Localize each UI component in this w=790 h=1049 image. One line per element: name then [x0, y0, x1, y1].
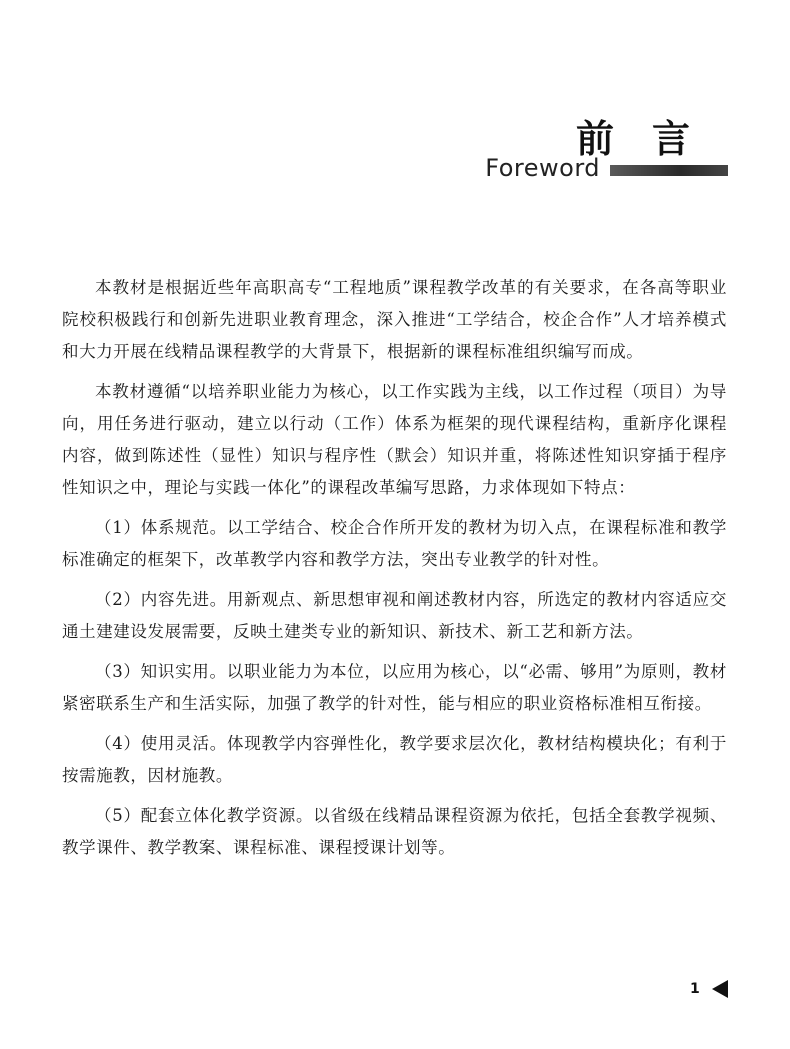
page-footer: [690, 980, 728, 998]
triangle-left-icon: [712, 980, 728, 998]
paragraph-feature-4: （4）使用灵活。体现教学内容弹性化，教学要求层次化，教材结构模块化；有利于按需施教，因材施教。: [62, 734, 727, 785]
paragraph-feature-3: （3）知识实用。以职业能力为本位，以应用为核心，以“必需、够用”为原则，教材紧密联系生产和生活实际，加强了教学的针对性，能与相应的职业资格标准相互衔接。: [62, 662, 727, 713]
paragraph-approach: 本教材遵循“以培养职业能力为核心，以工作实践为主线，以工作过程（项目）为导向，用任务进行驱动，建立以行动（工作）体系为框架的现代课程结构，重新序化课程内容，做到陈述性（显性）知识与程序性（默会）知识并重，将陈述性知识穿插于程序性知识之中，理论与实践一体化”的课程改革编写思路，力求体现如下特点：: [62, 382, 727, 497]
page-subtitle: Foreword: [485, 154, 600, 182]
paragraph-feature-1: （1）体系规范。以工学结合、校企合作所开发的教材为切入点，在课程标准和教学标准确定的框架下，改革教学内容和教学方法，突出专业教学的针对性。: [62, 518, 727, 569]
subtitle-row: [440, 148, 728, 188]
page-number: 1: [690, 981, 700, 997]
paragraph-feature-2: （2）内容先进。用新观点、新思想审视和阐述教材内容，所选定的教材内容适应交通土建建设发展需要，反映土建类专业的新知识、新技术、新工艺和新方法。: [62, 590, 727, 641]
paragraph-feature-5: （5）配套立体化教学资源。以省级在线精品课程资源为依托，包括全套教学视频、教学课件、教学教案、课程标准、课程授课计划等。: [62, 806, 727, 857]
paragraph-intro: 本教材是根据近些年高职高专“工程地质”课程教学改革的有关要求，在各高等职业院校积极践行和创新先进职业教育理念，深入推进“工学结合，校企合作”人才培养模式和大力开展在线精品课程教学的大背景下，根据新的课程标准组织编写而成。: [62, 278, 727, 361]
decorative-bar: [610, 165, 728, 176]
body-content: [62, 272, 727, 872]
page-title: 前言: [575, 117, 728, 161]
